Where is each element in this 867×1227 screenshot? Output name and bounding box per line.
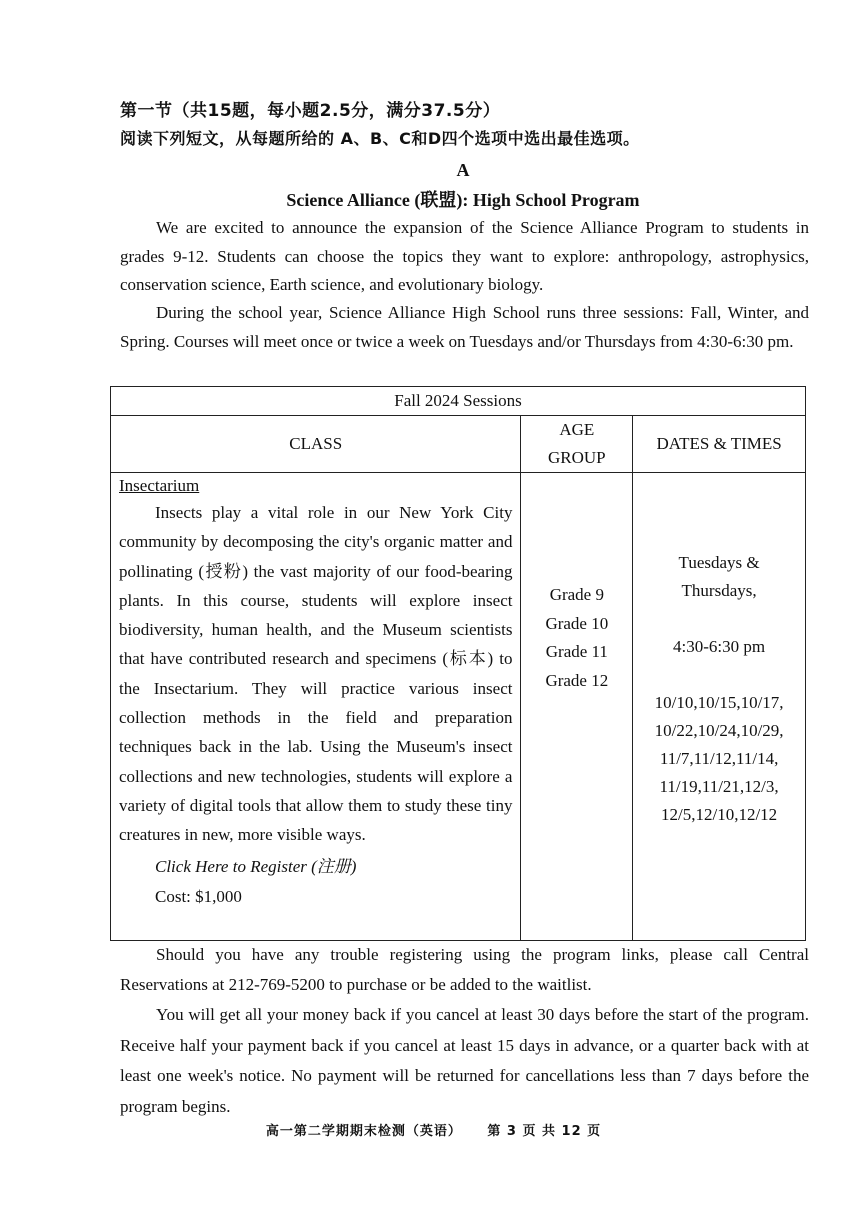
header-age-group: [521, 416, 633, 473]
session-time: 4:30-6:30 pm: [673, 637, 766, 656]
dates-line: 12/5,12/10,12/12: [661, 805, 778, 824]
header-dates-times: DATES & TIMES: [633, 416, 806, 473]
sessions-table: [110, 386, 806, 941]
passage-title: Science Alliance (联盟): High School Program: [286, 190, 640, 210]
class-description: Insects play a vital role in our New York City community by decomposing the city's organic matter and pollinating (授粉) the vast majority of our food-bearing plants. In this course, students will explore insect biodiversity, human health, and the Museum scientists that have contributed research and specimens (标本) to the Insectarium. They will practice various insect collection methods in the field and preparation techniques back in the lab. Using the Museum's insect collections and new technologies, students will explore a variety of digital tools that allow them to study these tiny creatures in new, more visible ways.: [119, 503, 513, 845]
dates-line: 11/7,11/12,11/14,: [659, 749, 779, 768]
dates-line: 10/22,10/24,10/29,: [654, 721, 784, 740]
grade-item: Grade 12: [545, 670, 609, 690]
passage-paragraph-4: You will get all your money back if you cancel at least 30 days before the start of the program. Receive half your payment back if you cancel at least 15 days in advance, or a quarter back with at least one week's notice. No payment will be returned for cancellations less than 7 days before the program begins.: [120, 1005, 809, 1116]
page-footer: [0, 1120, 867, 1139]
table-caption: Fall 2024 Sessions: [111, 387, 806, 416]
days-line-2: Thursdays,: [681, 581, 757, 600]
days-line-1: Tuesdays &: [678, 553, 760, 572]
table-row: [111, 473, 806, 941]
register-link[interactable]: Click Here to Register (注册): [155, 856, 357, 876]
class-cost: Cost: $1,000: [155, 886, 242, 906]
header-class: CLASS: [111, 416, 521, 473]
grade-item: Grade 11: [545, 642, 608, 661]
header-age-line1: AGE: [559, 420, 595, 439]
section-heading: 第一节（共15题，每小题2.5分，满分37.5分）: [120, 101, 501, 121]
class-name: Insectarium: [119, 476, 200, 495]
class-cell: [111, 473, 521, 941]
dates-times-cell: [633, 473, 806, 941]
grade-item: Grade 9: [549, 585, 604, 604]
footer-page-number: 第 3 页 共 12 页: [487, 1124, 602, 1139]
spacer: [633, 605, 805, 633]
age-group-cell: [521, 473, 633, 941]
footer-exam-title: 高一第二学期期末检测（英语）: [265, 1124, 462, 1139]
header-age-line2: GROUP: [548, 448, 606, 467]
dates-line: 10/10,10/15,10/17,: [654, 693, 784, 712]
passage-paragraph-2: During the school year, Science Alliance High School runs three sessions: Fall, Winter, and Spring. Courses will meet once or twice a week on Tuesdays and/or Thursdays from 4:30-6:30 pm.: [120, 303, 809, 351]
spacer: [633, 661, 805, 689]
passage-paragraph-1: We are excited to announce the expansion of the Science Alliance Program to students in grades 9-12. Students can choose the topics they want to explore: anthropology, astrophysics, conservation science, Earth science, and evolutionary biology.: [120, 218, 809, 294]
passage-label: A: [456, 160, 470, 180]
dates-line: 11/19,11/21,12/3,: [659, 777, 779, 796]
grade-item: Grade 10: [545, 613, 609, 633]
table-header-row: [111, 416, 806, 473]
section-instruction: 阅读下列短文，从每题所给的 A、B、C和D四个选项中选出最佳选项。: [120, 129, 640, 148]
passage-paragraph-3: Should you have any trouble registering using the program links, please call Central Reservations at 212-769-5200 to purchase or be added to the waitlist.: [120, 945, 809, 994]
